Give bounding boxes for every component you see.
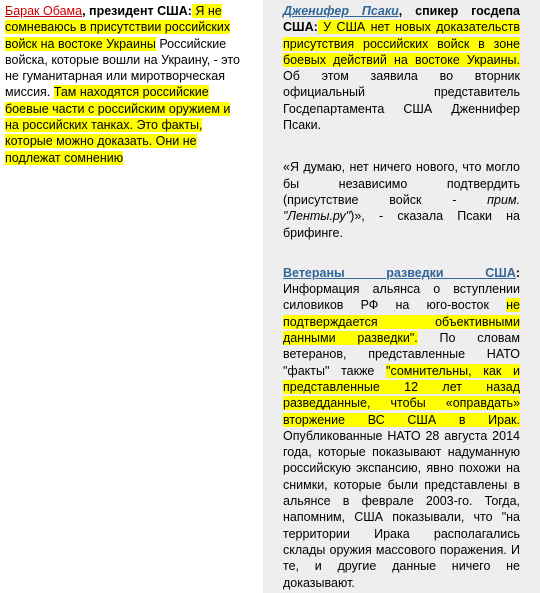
obama-paragraph <box>5 3 245 166</box>
psaki-quote-2-italic: прим. "Ленты.ру" <box>283 192 520 224</box>
obama-column <box>5 3 245 166</box>
psaki-paragraph <box>283 3 520 133</box>
psaki-quote-2b: )», - сказала Псаки на брифинге. <box>283 209 520 240</box>
veterans-text-1: Информация альянса о вступлении силовиков РФ на юго-восток <box>283 282 520 313</box>
right-sidebar <box>263 0 540 593</box>
right-sidebar-content <box>283 3 520 591</box>
psaki-quote-2a: «Я думаю, нет ничего нового, что могло бы независимо подтвердить (присутствие войск - <box>283 160 520 207</box>
obama-quote-highlight-2: Там находятся российские боевые части с российским оружием и на российских танках. Это факты, которые можно доказать. Они не подлежат сомнению <box>5 85 231 165</box>
psaki-title: , спикер госдепа США: <box>283 4 520 35</box>
obama-name-link[interactable]: Барак Обама <box>5 4 83 18</box>
veterans-text-3: Опубликованные НАТО 28 августа 2014 года, которые показывают надуманную российскую экспансию, явно похожи на снимки, которые были представлены в альянсе в феврале 2003-го. Тогда, напомним, США показывали, что "на территории Ирака располагались склады оружия массового поражения. И те, и другие данные ничего не доказывают. <box>283 428 520 590</box>
obama-title: , президент США: <box>82 4 192 18</box>
veterans-name-link[interactable]: Ветераны разведки США <box>283 265 516 280</box>
veterans-highlight-1: не подтверждается объективными данными разведки". <box>283 298 520 346</box>
veterans-paragraph <box>283 265 520 591</box>
psaki-paragraph-2 <box>283 159 520 240</box>
psaki-quote-highlight: У США нет новых доказательств присутствия российских войск в зоне боевых действий на востоке Украины. <box>283 20 520 67</box>
obama-quote-highlight-1: Я не сомневаюсь в присутствии российских войск на востоке Украины <box>5 4 231 51</box>
psaki-name-link[interactable]: Дженифер Псаки <box>283 4 399 18</box>
veterans-highlight-2: "сомнительны, как и представленные 12 лет назад разведданные, чтобы «оправдать» вторжение ВС США в Ирак. <box>283 363 520 427</box>
obama-quote-plain: Российские войска, которые вошли на Украину, - это не гуманитарная или миротворческая миссия. <box>5 36 240 100</box>
psaki-text: Об этом заявила во вторник официальный представитель Госдепартамента США Дженнифер Псаки. <box>283 69 520 133</box>
veterans-text-2: По словам ветеранов, представленные НАТО "факты" также <box>283 331 520 378</box>
veterans-colon: : <box>515 265 520 280</box>
